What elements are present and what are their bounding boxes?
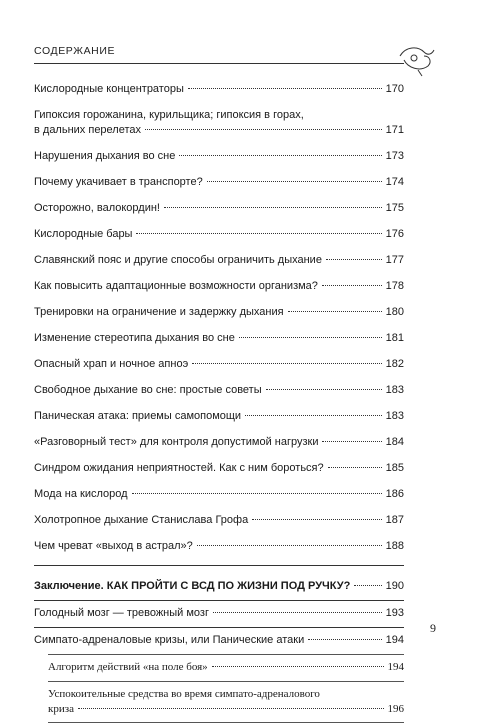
leader-dots — [322, 285, 382, 286]
entry-divider — [34, 600, 404, 601]
toc-entry-title: Синдром ожидания неприятностей. Как с ним бороться? — [34, 462, 324, 474]
leader-dots — [132, 493, 382, 494]
toc-entry[interactable] — [34, 687, 404, 717]
leader-dots — [239, 337, 382, 338]
leader-dots — [354, 585, 381, 586]
toc-entry-title: Почему укачивает в транспорте? — [34, 176, 203, 188]
toc-entry-title: Кислородные бары — [34, 228, 133, 240]
section-divider — [34, 565, 404, 566]
toc-entry-page: 183 — [385, 410, 404, 422]
leader-dots — [288, 311, 382, 312]
toc-entry-title: Кислородные концентраторы — [34, 83, 184, 95]
toc-entry-title: Мода на кислород — [34, 488, 128, 500]
conclusion-page: 190 — [385, 580, 404, 592]
toc-entry-title: в дальних перелетах — [34, 124, 142, 136]
toc-entry-page: 194 — [385, 634, 404, 646]
toc-entry-page: 176 — [385, 228, 404, 240]
toc-entry-title: Симпато-адреналовые кризы, или Панические атаки — [34, 634, 305, 646]
toc-entry-title: криза — [48, 703, 74, 715]
toc-entry[interactable] — [34, 175, 404, 190]
toc-entry-page: 173 — [385, 150, 404, 162]
leader-dots — [136, 233, 381, 234]
toc-entry[interactable] — [34, 331, 404, 346]
conclusion-title: Заключение. КАК ПРОЙТИ С ВСД ПО ЖИЗНИ ПОД РУЧКУ? — [34, 580, 351, 592]
running-header: СОДЕРЖАНИЕ — [34, 45, 116, 57]
toc-entry-title: Голодный мозг — тревожный мозг — [34, 607, 209, 619]
toc-entry[interactable] — [34, 149, 404, 164]
leader-dots — [252, 519, 381, 520]
toc-entry[interactable] — [34, 383, 404, 398]
toc-entry-title: Славянский пояс и другие способы ограничить дыхание — [34, 254, 322, 266]
toc-entry-title: Алгоритм действий «на поле боя» — [48, 661, 208, 673]
toc-entry-title: «Разговорный тест» для контроля допустимой нагрузки — [34, 436, 319, 448]
toc-entry[interactable] — [34, 660, 404, 675]
leader-dots — [188, 88, 382, 89]
entry-divider — [34, 627, 404, 628]
toc-entry-page: 175 — [385, 202, 404, 214]
toc-entry-title: Опасный храп и ночное апноэ — [34, 358, 189, 370]
conclusion-list — [34, 600, 404, 723]
toc-entry-page: 180 — [385, 306, 404, 318]
header-rule — [34, 63, 404, 64]
toc-entry-title: Тренировки на ограничение и задержку дыхания — [34, 306, 284, 318]
entry-divider — [48, 654, 404, 655]
toc-entry[interactable] — [34, 435, 404, 450]
leader-dots — [78, 708, 384, 709]
toc-entry-page: 187 — [385, 514, 404, 526]
toc-entry-title: Чем чреват «выход в астрал»? — [34, 540, 193, 552]
toc-entry-title-line: Гипоксия горожанина, курильщика; гипоксия в горах, — [34, 109, 304, 121]
toc-entry[interactable] — [34, 461, 404, 476]
leader-dots — [322, 441, 381, 442]
toc-entry[interactable] — [34, 305, 404, 320]
toc-entry-page: 193 — [385, 607, 404, 619]
toc-entry[interactable] — [34, 487, 404, 502]
toc-entry[interactable] — [34, 357, 404, 372]
leader-dots — [192, 363, 381, 364]
toc-entry-page: 186 — [385, 488, 404, 500]
toc-entry-page: 194 — [387, 661, 404, 673]
leader-dots — [213, 612, 382, 613]
toc-entry[interactable] — [34, 513, 404, 528]
page-number: 9 — [430, 621, 436, 635]
toc-entry-page: 185 — [385, 462, 404, 474]
leader-dots — [145, 129, 382, 130]
toc-entry[interactable] — [34, 227, 404, 242]
toc-entry-title: Нарушения дыхания во сне — [34, 150, 176, 162]
toc-entry-title: Паническая атака: приемы самопомощи — [34, 410, 242, 422]
toc-entry-title: Как повысить адаптационные возможности организма? — [34, 280, 318, 292]
leader-dots — [326, 259, 382, 260]
toc-entry[interactable] — [34, 606, 404, 621]
toc-entry[interactable] — [34, 82, 404, 97]
leader-dots — [308, 639, 381, 640]
toc-entry[interactable] — [34, 201, 404, 216]
toc-entry-title: Холотропное дыхание Станислава Грофа — [34, 514, 249, 526]
toc-entry-page: 174 — [385, 176, 404, 188]
ornament-icon — [396, 42, 436, 78]
leader-dots — [164, 207, 382, 208]
leader-dots — [212, 666, 384, 667]
leader-dots — [245, 415, 382, 416]
toc-entry-page: 184 — [385, 436, 404, 448]
toc-entry-page: 170 — [385, 83, 404, 95]
toc-entry[interactable] — [34, 108, 404, 138]
toc-entry-page: 188 — [385, 540, 404, 552]
toc-entry-title: Изменение стереотипа дыхания во сне — [34, 332, 235, 344]
toc-entry-page: 182 — [385, 358, 404, 370]
toc-entry[interactable] — [34, 633, 404, 648]
leader-dots — [328, 467, 382, 468]
toc-entry-page: 181 — [385, 332, 404, 344]
entry-divider — [48, 681, 404, 682]
toc-entry-page: 178 — [385, 280, 404, 292]
toc-entry[interactable] — [34, 279, 404, 294]
leader-dots — [266, 389, 382, 390]
toc-entry[interactable] — [34, 253, 404, 268]
leader-dots — [179, 155, 381, 156]
toc-entry-page: 183 — [385, 384, 404, 396]
conclusion-entry[interactable] — [34, 579, 404, 594]
table-of-contents — [34, 82, 404, 723]
toc-entry[interactable] — [34, 409, 404, 424]
toc-main-list — [34, 82, 404, 554]
toc-entry-page: 171 — [385, 124, 404, 136]
toc-entry-page: 196 — [387, 703, 404, 715]
toc-entry-page: 177 — [385, 254, 404, 266]
leader-dots — [197, 545, 382, 546]
toc-entry[interactable] — [34, 539, 404, 554]
toc-entry-title: Осторожно, валокордин! — [34, 202, 160, 214]
toc-entry-title-line: Успокоительные средства во время симпато-адреналового — [48, 688, 320, 700]
leader-dots — [207, 181, 382, 182]
toc-entry-title: Свободное дыхание во сне: простые советы — [34, 384, 262, 396]
